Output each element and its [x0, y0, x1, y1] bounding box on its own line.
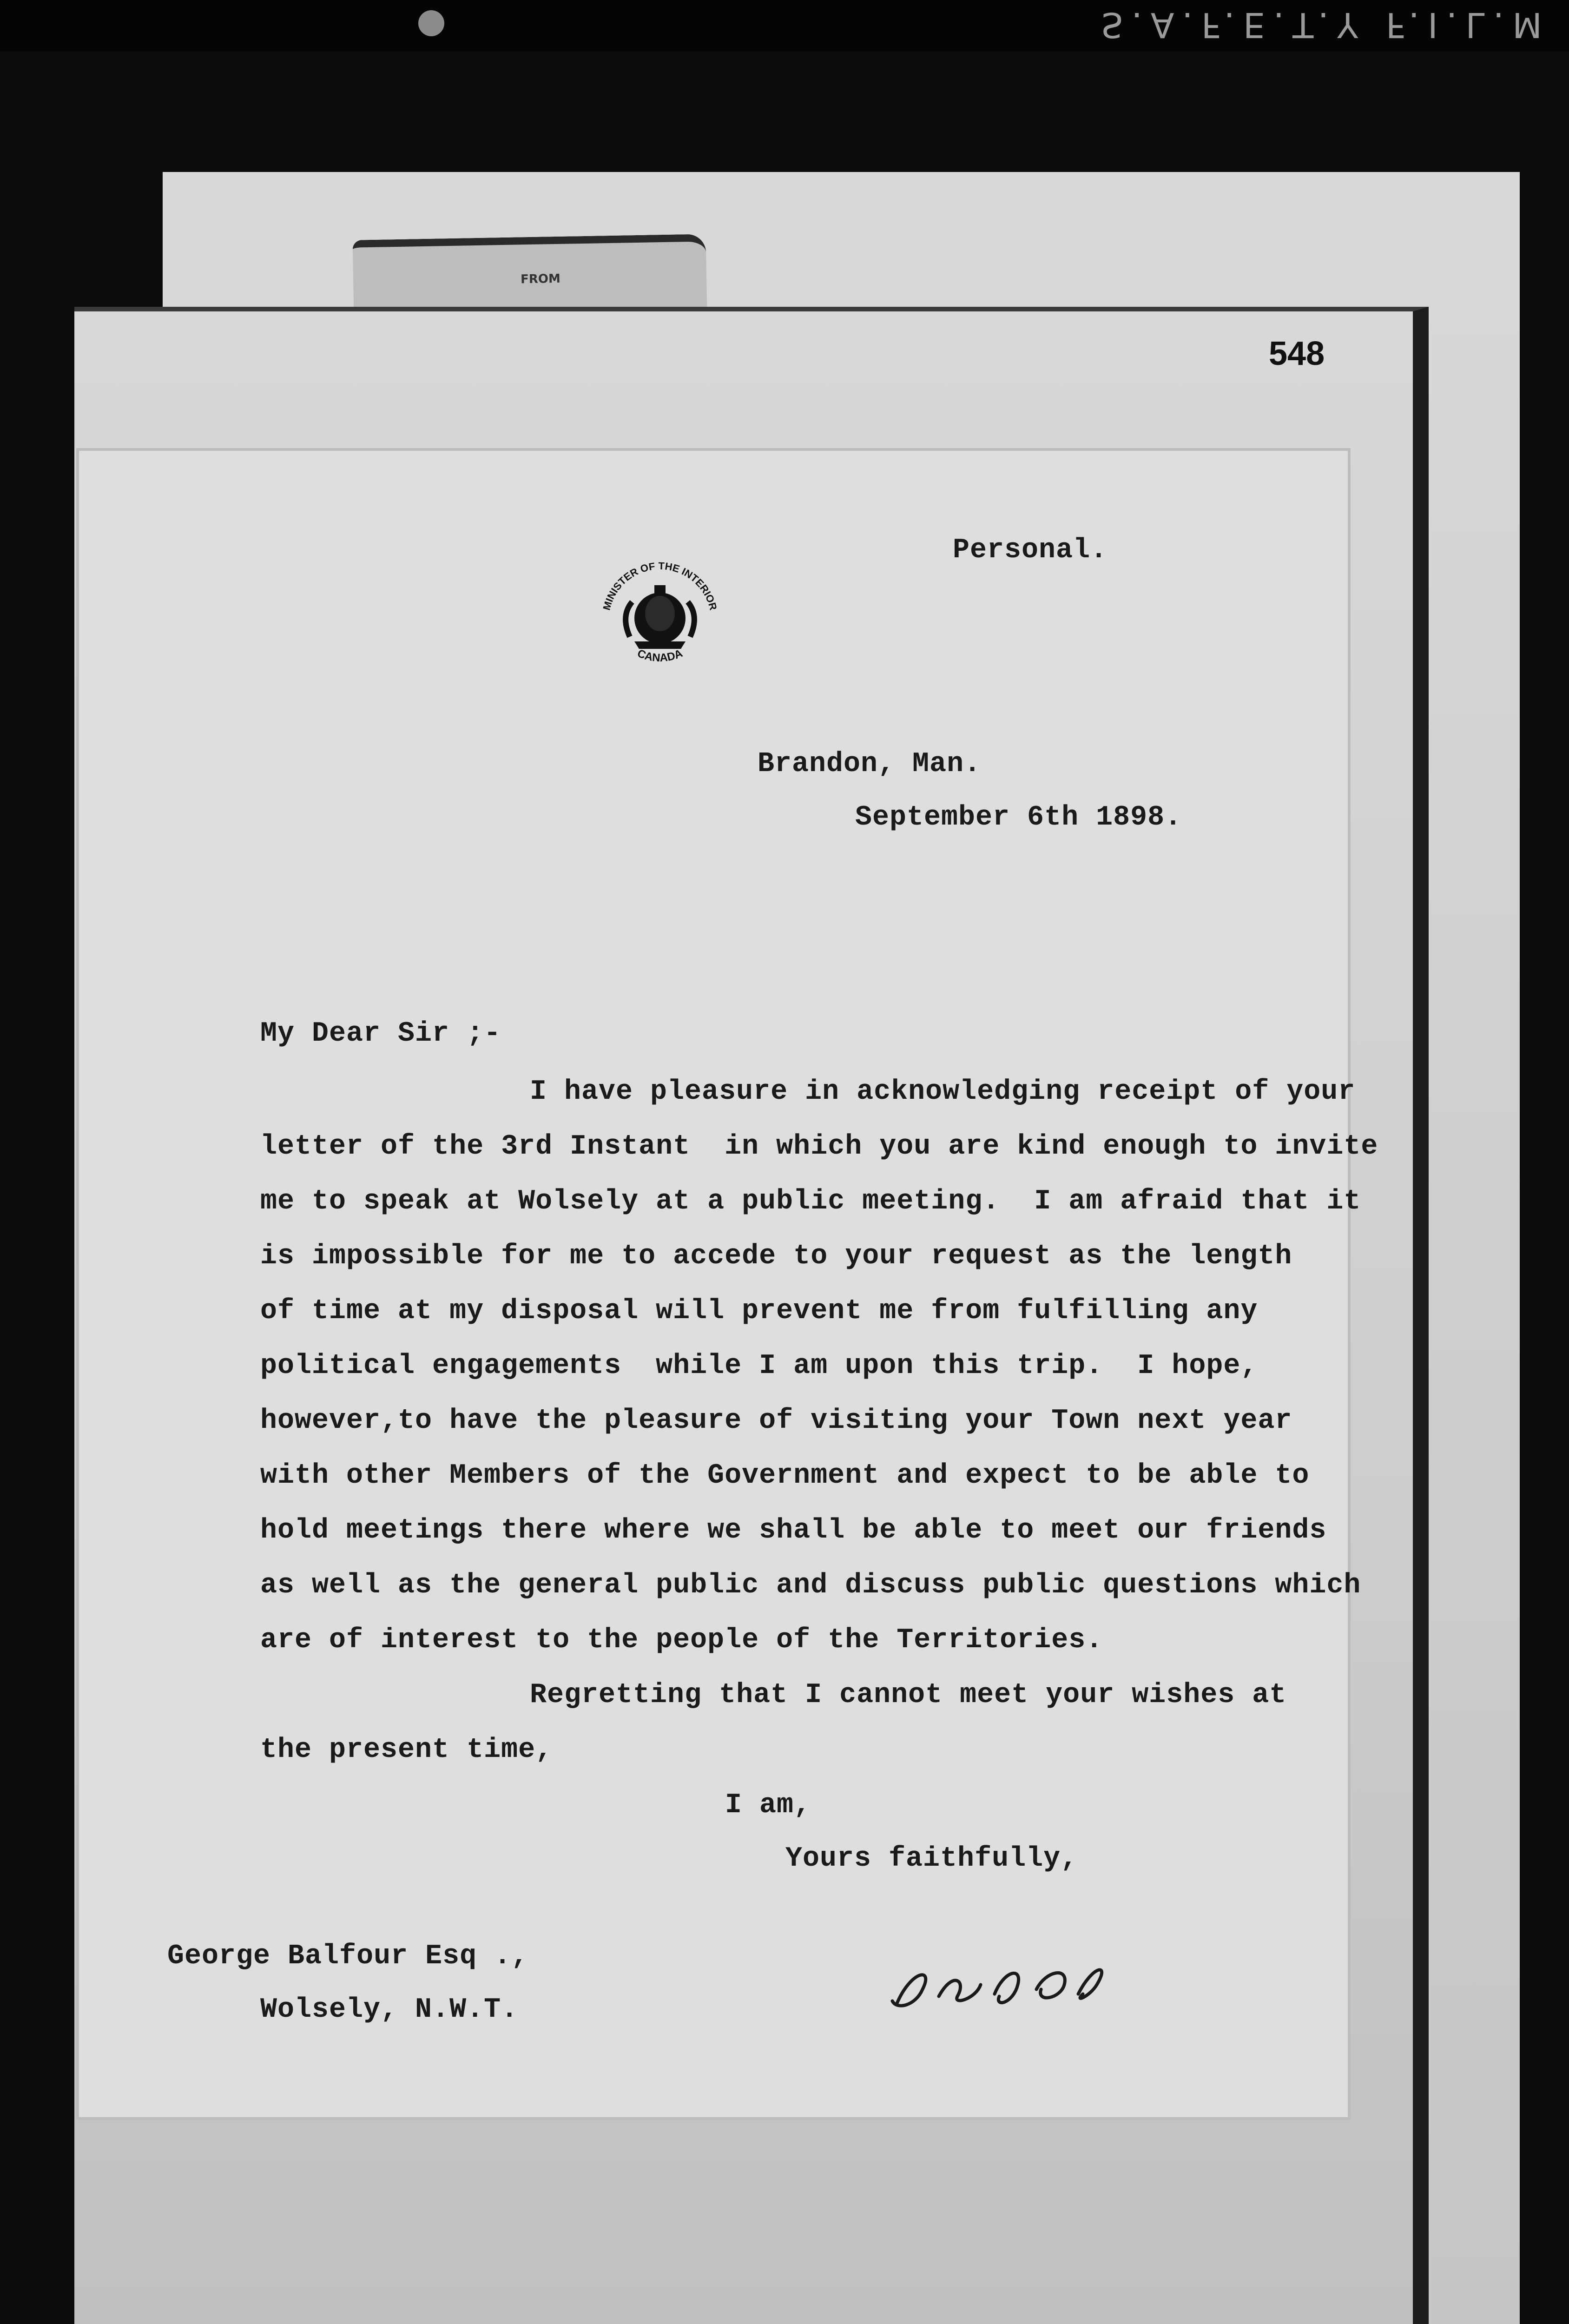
- body-line: of time at my disposal will prevent me from fulfilling any: [260, 1295, 1258, 1327]
- salutation: My Dear Sir ;-: [260, 1018, 501, 1050]
- body-line: Regretting that I cannot meet your wishes at: [530, 1679, 1287, 1711]
- closing-line: I am,: [725, 1789, 811, 1821]
- film-hole-icon: [418, 10, 444, 36]
- closing-line: Yours faithfully,: [785, 1843, 1078, 1875]
- letter-sheet: [79, 451, 1348, 2117]
- body-line: however,to have the pleasure of visiting your Town next year: [260, 1405, 1292, 1437]
- addressee-place: Wolsely, N.W.T.: [260, 1994, 519, 2026]
- folder-tab-label: FROM: [520, 271, 561, 287]
- body-line: with other Members of the Government and expect to be able to: [260, 1460, 1310, 1492]
- addressee-name: George Balfour Esq .,: [167, 1941, 529, 1972]
- body-line: are of interest to the people of the Territories.: [260, 1624, 1103, 1656]
- crest-icon: [590, 551, 730, 672]
- film-edge-text: S.A.F.E.T.Y F.I.L.M: [1101, 5, 1550, 45]
- letter-date: September 6th 1898.: [855, 802, 1182, 833]
- letter-place: Brandon, Man.: [758, 748, 982, 780]
- body-line: me to speak at Wolsely at a public meeting. I am afraid that it: [260, 1186, 1361, 1217]
- body-line: the present time,: [260, 1734, 553, 1766]
- body-line: I have pleasure in acknowledging receipt of your: [530, 1076, 1356, 1108]
- page-number: 548: [1269, 335, 1325, 372]
- body-line: hold meetings there where we shall be able to meet our friends: [260, 1515, 1327, 1546]
- personal-marking: Personal.: [953, 535, 1108, 566]
- body-line: political engagements while I am upon this trip. I hope,: [260, 1350, 1258, 1382]
- svg-text:CANADA: [635, 647, 684, 664]
- body-line: letter of the 3rd Instant in which you are kind enough to invite: [260, 1131, 1378, 1162]
- signature: [878, 1915, 1129, 2031]
- crest-bottom-text: CANADA: [635, 647, 685, 665]
- body-line: is impossible for me to accede to your request as the length: [260, 1241, 1292, 1272]
- body-line: as well as the general public and discuss public questions which: [260, 1570, 1361, 1601]
- folder-tab: [353, 234, 707, 317]
- crest-top-text: MINISTER OF THE INTERIOR: [600, 560, 719, 612]
- film-edge: [0, 0, 1569, 51]
